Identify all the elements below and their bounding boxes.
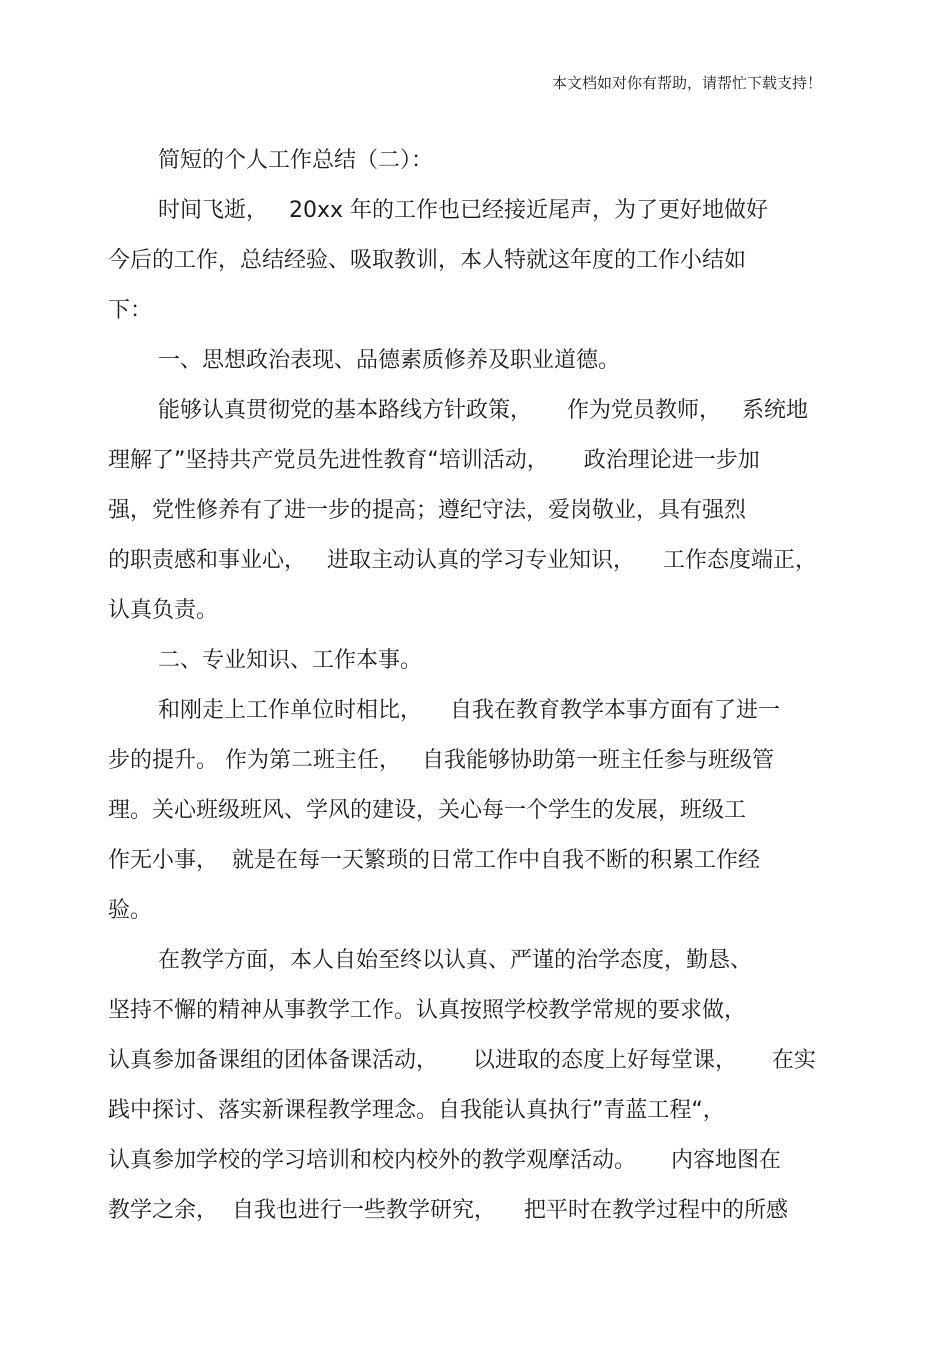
paragraph-line: 理。关心班级班风、学风的建设，关心每一个学生的发展，班级工 (108, 798, 747, 823)
paragraph-line: 的职责感和事业心， 进取主动认真的学习专业知识， 工作态度端正， (108, 548, 817, 573)
paragraph-line: 作无小事， 就是在每一天繁琐的日常工作中自我不断的积累工作经 (108, 848, 760, 873)
paragraph-line: 认真参加备课组的团体备课活动， 以进取的态度上好每堂课， 在实 (108, 1048, 816, 1073)
header-note: 本文档如对你有帮助，请帮忙下载支持！ (551, 74, 822, 92)
paragraph-line: 今后的工作，总结经验、吸取教训，本人特就这年度的工作小结如 (108, 248, 747, 273)
paragraph-line: 能够认真贯彻党的基本路线方针政策， 作为党员教师， 系统地 (158, 398, 808, 423)
paragraph-line: 步的提升。 作为第二班主任， 自我能够协助第一班主任参与班级管 (108, 748, 774, 773)
section-heading: 二、专业知识、工作本事。 (158, 648, 423, 673)
section-heading: 一、思想政治表现、品德素质修养及职业道德。 (158, 348, 621, 373)
section-title: 简短的个人工作总结（二）： (158, 148, 434, 173)
paragraph-line: 认真参加学校的学习培训和校内校外的教学观摩活动。 内容地图在 (108, 1148, 781, 1173)
paragraph-line: 教学之余， 自我也进行一些教学研究， 把平时在教学过程中的所感 (108, 1198, 788, 1223)
paragraph-line: 坚持不懈的精神从事教学工作。认真按照学校教学常规的要求做， (108, 998, 747, 1023)
paragraph-line: 理解了”坚持共产党员先进性教育“培训活动， 政治理论进一步加 (108, 448, 760, 473)
paragraph-line: 时间飞逝， 20xx 年的工作也已经接近尾声，为了更好地做好 (158, 198, 769, 223)
paragraph-line: 践中探讨、落实新课程教学理念。自我能认真执行”青蓝工程“， (108, 1098, 725, 1123)
paragraph-line: 下： (108, 298, 153, 323)
paragraph-line: 强，党性修养有了进一步的提高；遵纪守法，爱岗敬业，具有强烈 (108, 498, 747, 523)
paragraph-line: 认真负责。 (108, 598, 219, 623)
paragraph-line: 验。 (108, 898, 153, 923)
paragraph-line: 在教学方面，本人自始至终以认真、严谨的治学态度，勤恳、 (158, 948, 753, 973)
paragraph-line: 和刚走上工作单位时相比， 自我在教育教学本事方面有了进一 (158, 698, 780, 723)
